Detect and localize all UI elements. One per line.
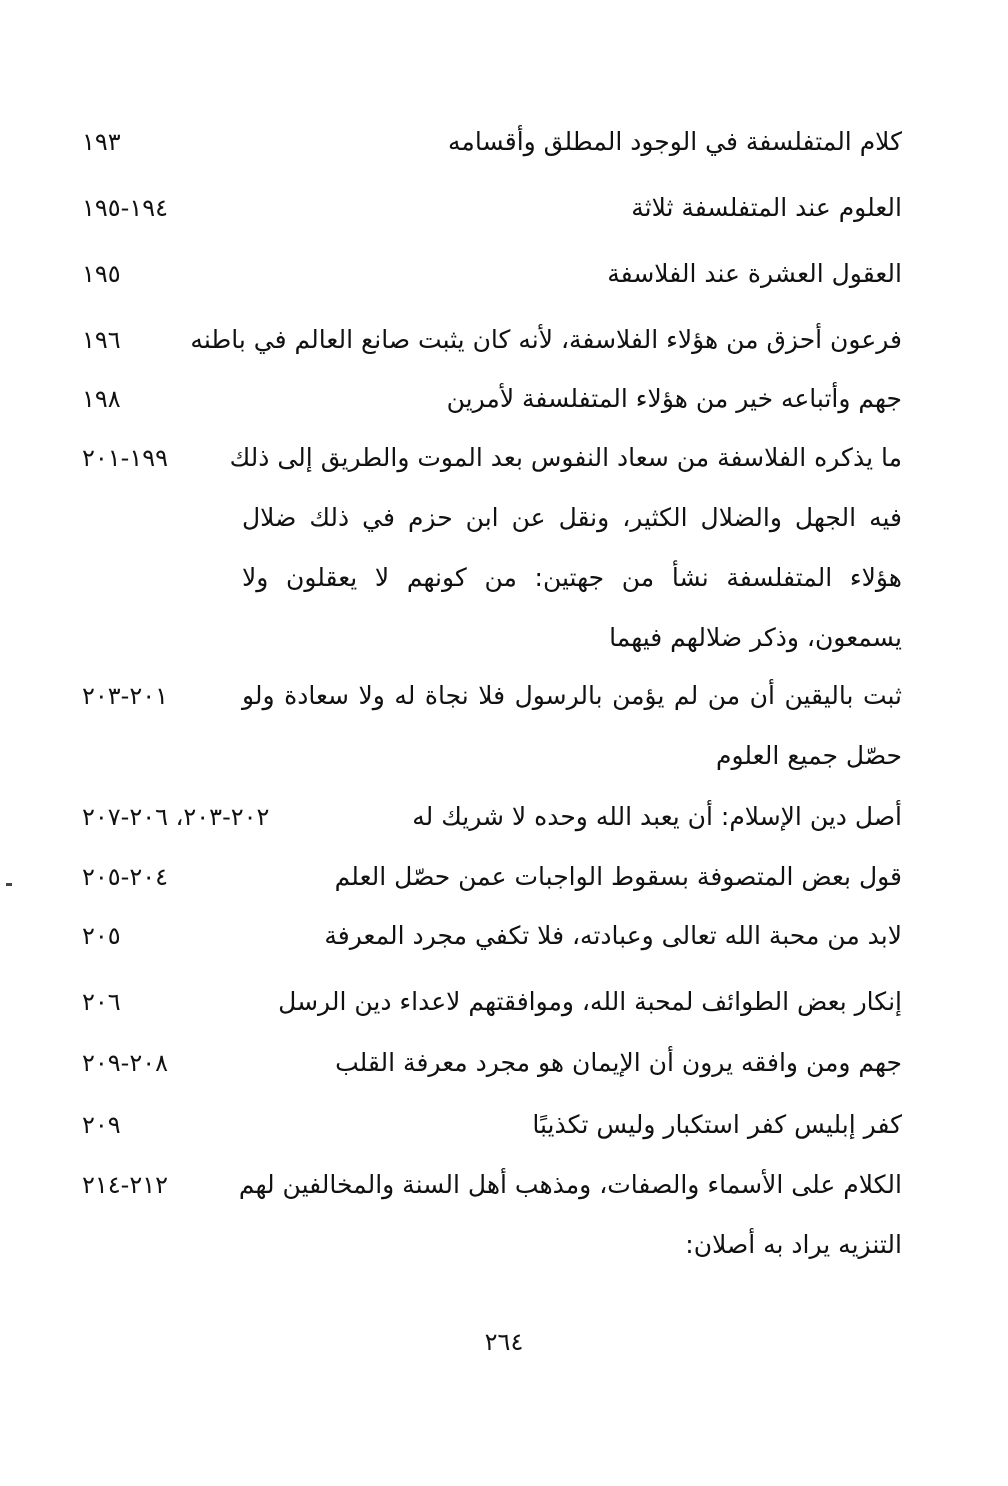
entry-page-range: ١٩٤-١٩٥ [82,194,169,222]
entry-page-range: ٢٠٢-٢٠٣، ٢٠٦-٢٠٧ [82,803,270,831]
entry-text: إنكار بعض الطوائف لمحبة الله، وموافقتهم لاعداء دين الرسل [278,987,902,1016]
entry-page-range: ٢٠١-٢٠٣ [82,682,169,710]
index-entry [0,252,1008,296]
index-entry-continuation [0,1223,1008,1267]
entry-page-range: ٢١٢-٢١٤ [82,1171,169,1199]
index-entry [0,674,1008,718]
entry-text: جهم وأتباعه خير من هؤلاء المتفلسفة لأمرين [446,384,902,413]
entry-text: لابد من محبة الله تعالى وعبادته، فلا تكفي مجرد المعرفة [324,921,902,950]
entry-text: يسمعون، وذكر ضلالهم فيهما [609,623,902,652]
entry-text: كفر إبليس كفر استكبار وليس تكذيبًا [532,1110,902,1139]
page-number: ٢٦٤ [484,1328,524,1356]
index-entry [0,120,1008,164]
index-entry [0,1041,1008,1085]
entry-text: قول بعض المتصوفة بسقوط الواجبات عمن حصّل العلم [334,862,902,891]
entry-text: ما يذكره الفلاسفة من سعاد النفوس بعد الموت والطريق إلى ذلك [229,443,902,472]
index-entry-continuation [0,496,1008,540]
entry-text: أصل دين الإسلام: أن يعبد الله وحده لا شريك له [412,802,902,831]
index-entry [0,186,1008,230]
entry-text: ثبت باليقين أن من لم يؤمن بالرسول فلا نجاة له ولا سعادة ولو [242,681,902,710]
index-entry [0,318,1008,362]
entry-page-range: ٢٠٦ [82,988,121,1016]
index-entry [0,1163,1008,1207]
entry-page-range: ٢٠٥ [82,922,121,950]
entry-page-range: ٢٠٩ [82,1111,121,1139]
index-entry [0,795,1008,839]
entry-text: كلام المتفلسفة في الوجود المطلق وأقسامه [448,127,902,156]
scan-edge-mark [6,883,12,886]
index-entry [0,980,1008,1024]
index-entry [0,436,1008,480]
entry-page-range: ١٩٣ [82,128,121,156]
entry-text: حصّل جميع العلوم [715,741,902,770]
entry-text: جهم ومن وافقه يرون أن الإيمان هو مجرد معرفة القلب [335,1048,902,1077]
index-entry [0,1103,1008,1147]
entry-page-range: ١٩٦ [82,326,121,354]
entry-page-range: ٢٠٤-٢٠٥ [82,863,169,891]
entry-text: فيه الجهل والضلال الكثير، ونقل عن ابن حزم في ذلك ضلال [242,503,902,532]
index-entry [0,855,1008,899]
entry-text: الكلام على الأسماء والصفات، ومذهب أهل السنة والمخالفين لهم [238,1170,902,1199]
entry-page-range: ١٩٨ [82,385,121,413]
entry-page-range: ١٩٥ [82,260,121,288]
entry-text: هؤلاء المتفلسفة نشأ من جهتين: من كونهم لا يعقلون ولا [242,563,902,592]
entry-text: العلوم عند المتفلسفة ثلاثة [631,193,902,222]
index-entry-continuation [0,616,1008,660]
index-entry [0,377,1008,421]
index-entry-continuation [0,734,1008,778]
index-entry-continuation [0,556,1008,600]
entry-text: فرعون أحزق من هؤلاء الفلاسفة، لأنه كان يثبت صانع العالم في باطنه [190,325,902,354]
entry-text: العقول العشرة عند الفلاسفة [607,259,902,288]
entry-page-range: ٢٠٨-٢٠٩ [82,1049,169,1077]
entry-page-range: ١٩٩-٢٠١ [82,444,169,472]
entry-text: التنزيه يراد به أصلان: [685,1230,902,1259]
index-entry [0,914,1008,958]
